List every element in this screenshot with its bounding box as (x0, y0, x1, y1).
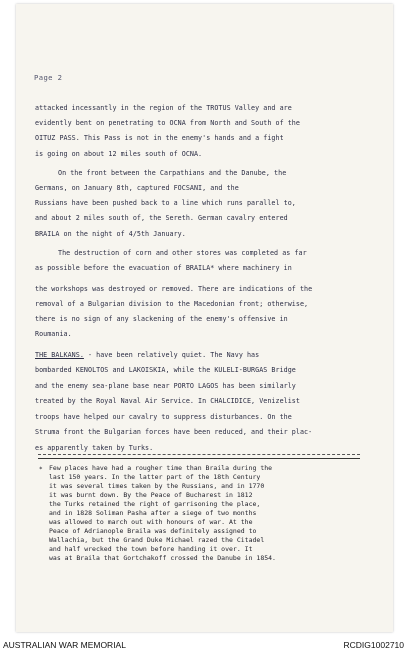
body-line: OITUZ PASS. This Pass is not in the enemy's hands and a fight (35, 134, 284, 142)
footer-record-id: RCDIG1002710 (343, 640, 404, 650)
footnote-line: the Turks retained the right of garrisoning the place, (49, 500, 261, 508)
footnote-line: and half wrecked the town before handing it over. It (49, 545, 253, 553)
footnote-divider-dashed (38, 454, 360, 455)
footnote-line: was allowed to march out with honours of war. At the (49, 518, 253, 526)
body-line: removal of a Bulgarian division to the Macedonian front; otherwise, (35, 300, 309, 308)
body-line: The destruction of corn and other stores was completed as far (58, 249, 307, 257)
body-line: treated by the Royal Naval Air Service. In CHALCIDICE, Venizelist (35, 397, 300, 405)
footnote-line: it was several times taken by the Russians, and in 1770 (49, 482, 265, 490)
body-line: Struma front the Bulgarian forces have been reduced, and their plac- (35, 428, 313, 436)
footnote-line: Wallachia, but the Grand Duke Michael razed the Citadel (49, 536, 265, 544)
body-line: On the front between the Carpathians and the Danube, the (58, 169, 287, 177)
body-line: BRAILA on the night of 4/5th January. (35, 230, 186, 238)
body-line: is going on about 12 miles south of OCNA. (35, 150, 203, 158)
footnote-line: it was burnt down. By the Peace of Bucharest in 1812 (49, 491, 253, 499)
body-line: bombarded KENOLTOS and LAKOISKIA, while the KULELI-BURGAS Bridge (35, 366, 296, 374)
footer-institution: AUSTRALIAN WAR MEMORIAL (3, 640, 126, 650)
section-heading: THE BALKANS. (35, 351, 84, 359)
body-line: as possible before the evacuation of BRAILA* where machinery in (35, 264, 292, 272)
body-line: evidently bent on penetrating to OCNA from North and South of the (35, 119, 300, 127)
body-line: there is no sign of any slackening of the enemy's offensive in (35, 315, 288, 323)
body-line: attacked incessantly in the region of the TROTUS Valley and are (35, 104, 292, 112)
footnote-line: and in 1828 Soliman Pasha after a siege of two months (49, 509, 257, 517)
body-line: the workshops was destroyed or removed. There are indications of the (35, 285, 313, 293)
section-heading-line (35, 351, 259, 359)
page-label: Page 2 (34, 73, 63, 82)
footnote-line: Peace of Adrianople Braila was definitely assigned to (49, 527, 257, 535)
body-line: and the enemy sea-plane base near PORTO LAGOS has been similarly (35, 382, 296, 390)
body-line: troops have helped our cavalry to suppress disturbances. On the (35, 413, 292, 421)
footnote-mark: * (39, 466, 43, 473)
body-line: Germans, on January 8th, captured FOCSANI, and the (35, 184, 239, 192)
footnote-line: last 150 years. In the latter part of the 18th Century (49, 473, 261, 481)
footnote-line: was at Braila that Gortchakoff crossed the Danube in 1854. (49, 554, 276, 562)
body-line: Russians have been pushed back to a line which runs parallel to, (35, 199, 296, 207)
body-line: and about 2 miles south of, the Sereth. German cavalry entered (35, 214, 288, 222)
footnote-line: Few places have had a rougher time than Braila during the (49, 464, 273, 472)
body-line: es apparently taken by Turks. (35, 444, 154, 452)
body-line: Roumania. (35, 330, 72, 338)
footnote-divider (38, 458, 360, 459)
section-heading-continuation: - have been relatively quiet. The Navy has (83, 351, 260, 359)
